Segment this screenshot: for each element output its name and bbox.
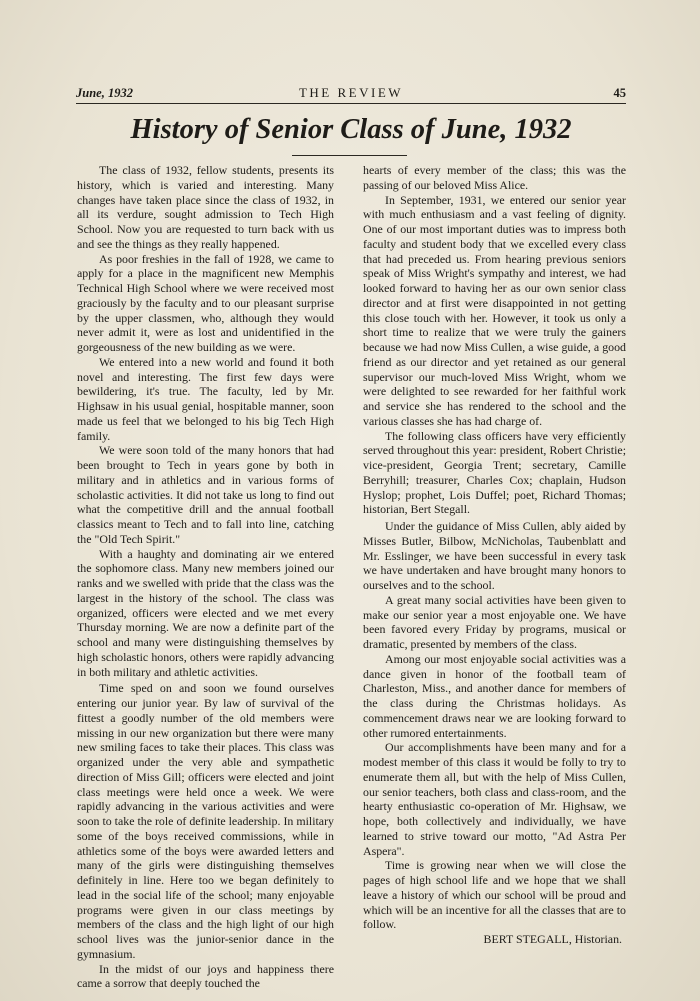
header-rule [76, 103, 626, 104]
paragraph: Our accomplishments have been many and for a modest member of this class it would be folly to try to enumerate them all, but with the help of Miss Cullen, our senior teachers, both class and class-room, and the hearty enthusiastic co-operation of Mr. Highsaw, we hope, both collectively and individually, we have learned to strive toward our motto, "Ad Astra Per Aspera". [363, 740, 626, 858]
left-column [77, 163, 334, 991]
paragraph: We were soon told of the many honors that had been brought to Tech in years gone by both in military and in athletics and in various forms of scholastic activities. It did not take us long to find out what the competitive drill and the annual football classics meant to Tech and to fall into line, catching the "Old Tech Spirit." [77, 443, 334, 546]
paragraph: In September, 1931, we entered our senior year with much enthusiasm and a vast feeling of dignity. One of our most important duties was to impress both faculty and student body that we excelled every class that had preceded us. From hearing previous seniors speak of Miss Wright's sympathy and interest, we had looked forward to having her as our own senior class director and at first were disappointed in not getting this close touch with her. However, it took us only a short time to realize that we were truly the gainers because we had now Miss Cullen, a wise guide, a good friend as our director and yet retained as our general supervisor our much-loved Miss Wright, whom we were delighted to see rewarded for her faithful work and service she has rendered to the school and the various classes she has had charge of. [363, 192, 626, 428]
paragraph: Time sped on and soon we found ourselves entering our junior year. By law of survival of the fittest a goodly number of the old members were missing in our new organization but there were many new smiling faces to take their places. This class was organized under the very able and sympathetic direction of Miss Gill; officers were elected and joint class meetings were held once a week. We were rapidly advancing in the various activities and were soon to take the role of definite leadership. In military some of the boys received commissions, while in athletics some of the boys were awarded letters and many of the girls were distinguishing themselves definitely in line. Here too we began definitely to lead in the social life of the school; many enjoyable programs were given in our class meetings by members of the class and the high light of our high school lives was the junior-senior dance in the gymnasium. [77, 681, 334, 961]
publication-name: THE REVIEW [298, 85, 404, 100]
paragraph: As poor freshies in the fall of 1928, we came to apply for a place in the magnificent new Memphis Technical High School where we were received most graciously by the faculty and to our pleasant surprise by the upper classmen, who, although they would never admit it, were as lost and unidentified in the gorgeousness of the new building as we were. [77, 251, 334, 354]
right-column [363, 163, 626, 947]
paragraph: Time is growing near when we will close the pages of high school life and we hope that we shall leave a history of which our school will be proud and which will be an incentive for all the classes that are to follow. [363, 858, 626, 932]
article-title: History of Senior Class of June, 1932 [130, 114, 572, 145]
issue-date: June, 1932 [76, 86, 133, 100]
paragraph: With a haughty and dominating air we entered the sophomore class. Many new members joined our ranks and we swelled with pride that the class was the largest in the history of the school. The class was organized, officers were elected and we met every Thursday morning. We are now a definite part of the school and many were distinguishing themselves by high scholastic honors, others were rapidly advancing in both military and athletic activities. [77, 546, 334, 679]
signature: BERT STEGALL, Historian. [483, 932, 622, 946]
paragraph: Under the guidance of Miss Cullen, ably aided by Misses Butler, Bilbow, McNicholas, Taubenblatt and Mr. Esslinger, we have been successful in every task we have undertaken and have brought many honors to ourselves and to the school. [363, 519, 626, 592]
paragraph: We entered into a new world and found it both novel and interesting. The first few days were bewildering, it's true. The faculty, led by Mr. Highsaw in his usual genial, hospitable manner, soon made us feel that we belonged to his big Tech High family. [77, 354, 334, 443]
title-rule [292, 155, 407, 156]
page-number: 45 [613, 86, 626, 100]
paragraph: The class of 1932, fellow students, presents its history, which is varied and interesting. Many changes have taken place since the class of 1932, in all its verdure, sought admission to Tech High School. Now you are requested to turn back with us and see the things as they really happened. [77, 163, 334, 251]
paragraph: A great many social activities have been given to make our senior year a most enjoyable one. We have been favored every Friday by programs, musical or dramatic, presented by members of the class. [363, 592, 626, 651]
paragraph: Among our most enjoyable social activities was a dance given in honor of the football team of Charleston, Miss., and another dance for members of the class during the Christmas holidays. As commencement draws near we are looking forward to other rumored entertainments. [363, 651, 626, 740]
running-head [76, 84, 626, 102]
paragraph: hearts of every member of the class; this was the passing of our beloved Miss Alice. [363, 163, 626, 192]
paragraph: The following class officers have very efficiently served throughout this year: president, Robert Christie; vice-president, Georgia Trent; secretary, Camille Berryhill; treasurer, Charles Cox; chaplain, Hudson Hyslop; prophet, Lois Duffel; poet, Richard Thomas; historian, Bert Stegall. [363, 428, 626, 517]
paragraph: In the midst of our joys and happiness there came a sorrow that deeply touched the [77, 961, 334, 991]
